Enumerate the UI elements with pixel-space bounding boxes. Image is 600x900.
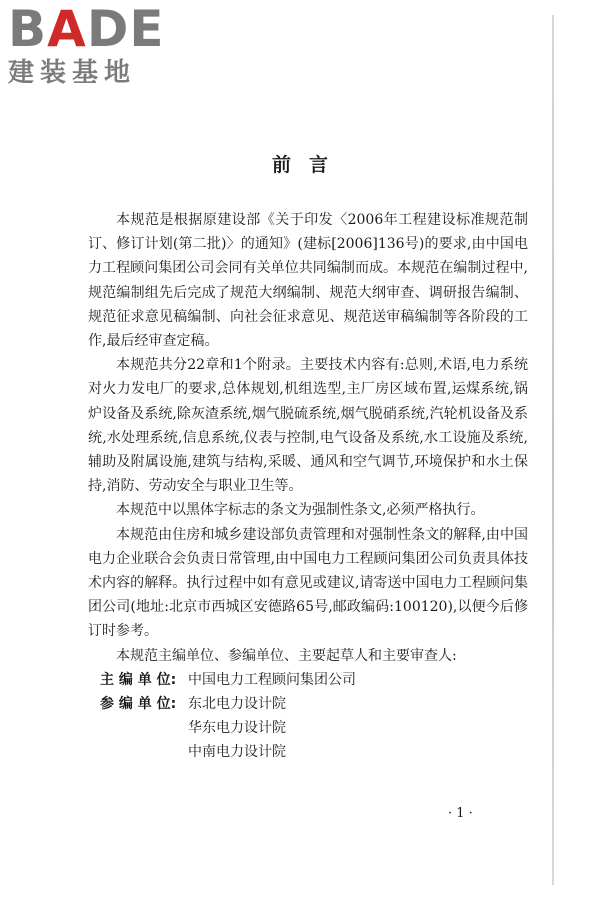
paragraph-1: 本规范是根据原建设部《关于印发〈2006年工程建设标准规范制订、修订计划(第二批)〉的通知》(建标[2006]136号)的要求,由中国电力工程顾问集团公司会同有关单位共同编制而成。本规范在编制过程中,规范编制组先后完成了规范大纲编制、规范大纲审查、调研报告编制、规范征求意见稿编制、向社会征求意见、规范送审稿编制等各阶段的工作,最后经审查定稿。 (88, 212, 528, 350)
paragraph-5: 本规范主编单位、参编单位、主要起草人和主要审查人: (116, 647, 457, 664)
paragraph-2: 本规范共分22章和1个附录。主要技术内容有:总则,术语,电力系统对火力发电厂的要求,总体规划,机组选型,主厂房区域布置,运煤系统,锅炉设备及系统,除灰渣系统,烟气脱硫系统,烟气脱硝系统,汽轮机设备及系统,水处理系统,信息系统,仪表与控制,电气设备及系统,水工设施及系统,辅助及附属设施,建筑与结构,采暖、通风和空气调节,环境保护和水土保持,消防、劳动安全与职业卫生等。 (88, 357, 528, 495)
participant-row (88, 692, 528, 716)
participant-unit: 东北电力设计院 (188, 696, 286, 713)
chief-editor-row (88, 668, 528, 692)
participant-row (88, 716, 528, 740)
paragraph-4: 本规范由住房和城乡建设部负责管理和对强制性条文的解释,由中国电力企业联合会负责日常管理,由中国电力工程顾问集团公司负责具体技术内容的解释。执行过程中如有意见或建议,请寄送中国电力工程顾问集团公司(地址:北京市西城区安德路65号,邮政编码:100120),以便今后修订时参考。 (88, 526, 528, 640)
participant-unit: 中南电力设计院 (188, 744, 286, 761)
page-title: 前言 (271, 154, 346, 176)
logo-subtitle: 建装基地 (8, 58, 137, 88)
preface-body (88, 208, 528, 765)
watermark-logo (8, 2, 178, 88)
logo-letters-de: DE (86, 0, 165, 58)
chief-editor-value: 中国电力工程顾问集团公司 (188, 671, 356, 688)
chief-editor-label: 主 编 单 位: (100, 671, 177, 688)
participant-unit: 华东电力设计院 (188, 720, 286, 737)
participant-row (88, 740, 528, 764)
scan-edge-line (552, 15, 554, 885)
page-number: · 1 · (448, 806, 473, 821)
participants-label: 参 编 单 位: (100, 696, 177, 713)
logo-letter-b: B (8, 0, 48, 58)
logo-letter-a: A (47, 0, 87, 58)
logo-wordmark (8, 2, 178, 56)
paragraph-3: 本规范中以黑体字标志的条文为强制性条文,必须严格执行。 (116, 502, 485, 519)
